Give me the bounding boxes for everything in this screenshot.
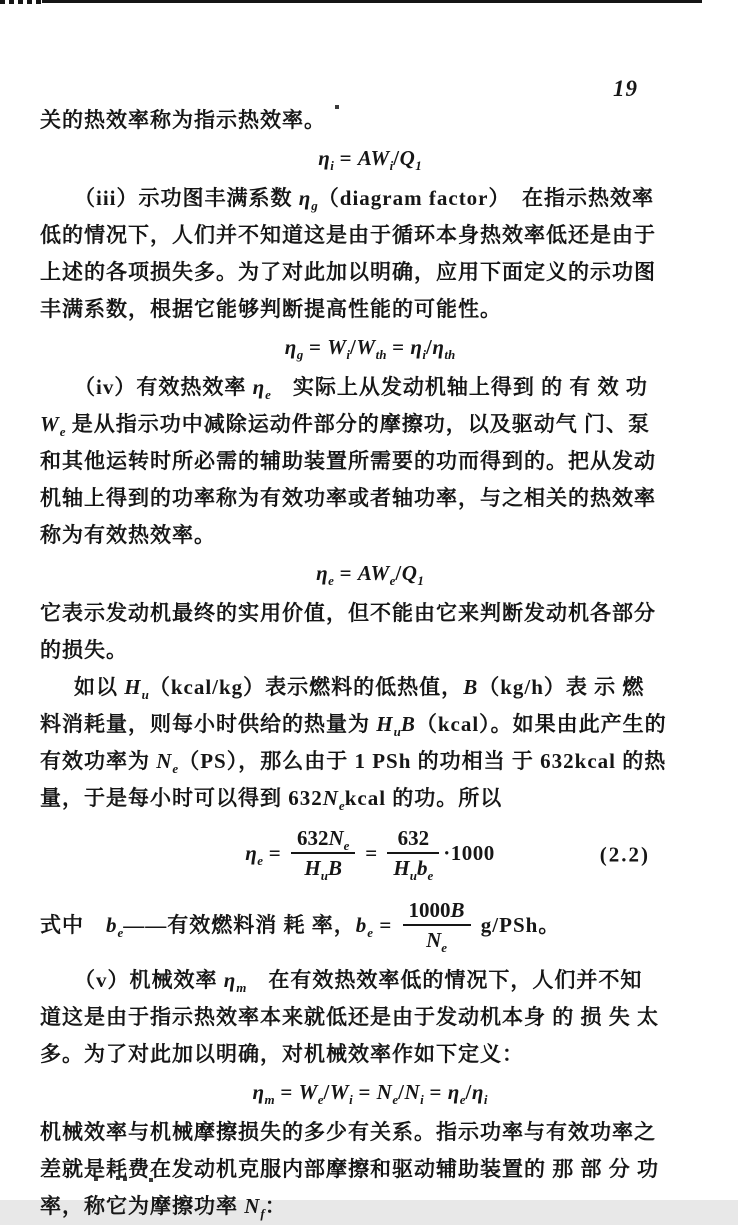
- math-variable: η: [284, 335, 297, 359]
- math-subscript: e: [338, 798, 345, 813]
- math-subscript: i: [349, 1091, 353, 1107]
- math-subscript: e: [441, 940, 448, 956]
- text-line: 量，于是每小时可以得到 $632N_ekcal$ 的功。所以: [40, 786, 503, 813]
- math-subscript: e: [389, 573, 396, 588]
- math-variable: B: [400, 712, 416, 736]
- math-subscript: u: [393, 724, 401, 739]
- math-variable: B: [463, 675, 479, 699]
- scan-noise-dots: [0, 0, 2, 2]
- math-subscript: g: [311, 198, 318, 213]
- math-variable: N: [322, 786, 339, 810]
- math-subscript: th: [375, 347, 387, 362]
- text-line: （iv）有效热效率 $\eta_e$ 实际上从发动机轴上得到 的 有 效 功: [74, 375, 648, 402]
- math-subscript: u: [320, 868, 328, 884]
- math-subscript: i: [389, 158, 394, 173]
- text-line: 如以 $H_u(kcal/kg)$表示燃料的低热值，B（kg/h）表 示 燃: [74, 675, 645, 702]
- text-line: 上述的各项损失多。为了对此加以明确，应用下面定义的示功图: [40, 260, 656, 284]
- math-subscript: e: [59, 424, 66, 439]
- math-subscript: e: [172, 761, 179, 776]
- fraction-denominator: [291, 854, 355, 884]
- math-variable: H: [124, 675, 142, 699]
- math-variable: b: [416, 856, 428, 881]
- math-variable: N: [328, 826, 344, 850]
- fraction: [387, 826, 439, 884]
- math-variable: η: [245, 840, 258, 865]
- text-line: 差就是耗费在发动机克服内部摩擦和驱动辅助装置的 那 部 分 功: [40, 1156, 659, 1181]
- math-variable: η: [447, 1079, 460, 1104]
- math-subscript: e: [117, 925, 124, 941]
- text-line: 有效功率为 $N_e(PS)$，那么由于 1 PSh 的功相当 于 632kcal 的热: [40, 749, 667, 776]
- math-subscript: 1: [415, 158, 422, 173]
- text-line: $W_e$ 是从指示功中减除运动件部分的摩擦功，以及驱动气 门、泵: [40, 412, 650, 439]
- math-subscript: e: [317, 1091, 324, 1107]
- math-variable: η: [432, 335, 445, 359]
- math-variable: B: [450, 898, 465, 923]
- text-line: 式中 $b_e——$有效燃料消 耗 率，$b_e$ = $\frac{1000B}{N_e}$ g/PSh。: [40, 898, 561, 956]
- text-line: 关的热效率称为指示热效率。: [40, 108, 326, 132]
- math-subscript: i: [420, 1091, 424, 1107]
- math-subscript: u: [141, 687, 149, 702]
- text-line: 机轴上得到的功率称为有效功率或者轴功率，与之相关的热效率: [40, 486, 656, 510]
- math-subscript: e: [257, 852, 264, 868]
- math-subscript: u: [409, 868, 417, 884]
- text-line: 多。为了对此加以明确，对机械效率作如下定义：: [40, 1041, 524, 1066]
- math-subscript: i: [346, 347, 351, 362]
- text-line: 和其他运转时所必需的辅助装置所需要的功而得到的。把从发动: [40, 449, 656, 473]
- math-subscript: e: [265, 387, 271, 402]
- math-subscript: e: [392, 1091, 399, 1107]
- math-variable: η: [252, 1079, 265, 1104]
- math-subscript: e: [427, 868, 434, 884]
- math-variable: H: [304, 856, 321, 881]
- math-variable: W: [329, 1079, 350, 1104]
- formula-line: $\eta_m = W_e/W_i = N_e/N_i = \eta_e/\eta_i$: [252, 1079, 488, 1107]
- formula-line: $\eta_e = AW_e/Q_1$: [316, 561, 424, 588]
- math-variable: Q: [401, 561, 418, 585]
- math-variable: η: [252, 375, 266, 399]
- text-line: 机械效率与机械摩擦损失的多少有关系。指示功率与有效功率之: [40, 1119, 656, 1144]
- math-subscript: i: [483, 1091, 488, 1107]
- math-variable: N: [426, 928, 442, 953]
- math-subscript: e: [459, 1091, 466, 1107]
- math-subscript: e: [343, 838, 350, 853]
- scan-artifact-dashes: [0, 0, 44, 4]
- text-line: （v）机械效率 $\eta_m$ 在有效热效率低的情况下，人们并不知: [74, 967, 643, 995]
- formula-line: $\eta_g = W_i/W_{th} = \eta_i/\eta_{th}$: [284, 335, 456, 362]
- math-subscript: 1: [417, 573, 424, 588]
- fraction: [403, 898, 471, 956]
- text-line: 料消耗量，则每小时供给的热量为 $H_uB(kcal)$。如果由此产生的: [40, 712, 667, 739]
- scan-artifact-top-rule: [42, 0, 702, 3]
- math-variable: b: [106, 913, 118, 938]
- math-subscript: m: [236, 979, 247, 995]
- fraction: [291, 826, 355, 884]
- fraction-numerator: 632: [387, 826, 439, 854]
- text-line: 道这是由于指示热效率本来就低还是由于发动机本身 的 损 失 太: [40, 1004, 659, 1029]
- text-line: 低的情况下，人们并不知道这是由于循环本身热效率低还是由于: [40, 223, 656, 247]
- text-line: 称为有效热效率。: [40, 523, 216, 547]
- math-variable: AW: [357, 146, 390, 170]
- math-variable: W: [298, 1079, 318, 1104]
- math-variable: η: [471, 1079, 484, 1104]
- math-subscript: e: [367, 925, 374, 941]
- fraction-numerator: 1000B: [403, 898, 471, 926]
- math-variable: B: [327, 856, 342, 881]
- fraction-numerator: $632N_e$: [291, 826, 355, 854]
- math-variable: η: [316, 561, 329, 585]
- fraction-denominator: [403, 926, 471, 956]
- math-variable: N: [376, 1079, 393, 1104]
- math-variable: η: [410, 335, 423, 359]
- math-subscript: th: [444, 347, 456, 362]
- math-variable: η: [318, 146, 331, 170]
- math-subscript: f: [260, 1205, 265, 1221]
- math-variable: W: [356, 335, 376, 359]
- page-number: 19: [613, 76, 638, 101]
- equation-number: (2.2): [599, 842, 650, 867]
- text-line: （iii）示功图丰满系数 $\eta_g(diagram$ factor） 在指示热效率: [74, 186, 655, 213]
- math-variable: b: [355, 913, 368, 938]
- math-variable: H: [376, 712, 394, 736]
- text-line: 丰满系数，根据它能够判断提高性能的可能性。: [40, 297, 502, 321]
- math-variable: N: [156, 749, 173, 773]
- text-line: 它表示发动机最终的实用价值，但不能由它来判断发动机各部分: [40, 601, 656, 625]
- math-subscript: e: [328, 573, 334, 588]
- math-variable: η: [223, 967, 237, 992]
- math-variable: N: [244, 1193, 261, 1218]
- formula-line: $\eta_e$ = $\frac{632N_e}{H_uB}$ = $\frac{632}{H_ub_e}$ ·1000 (2.2): [245, 826, 650, 884]
- math-variable: Q: [399, 146, 416, 170]
- fraction-denominator: [387, 854, 439, 884]
- formula-line: $\eta_i = AW_i/Q_1$: [318, 146, 422, 173]
- math-variable: η: [298, 186, 312, 210]
- math-variable: W: [327, 335, 347, 359]
- math-subscript: m: [264, 1091, 275, 1107]
- math-variable: W: [40, 412, 60, 436]
- math-subscript: g: [296, 347, 304, 362]
- math-subscript: i: [422, 347, 427, 362]
- math-variable: AW: [357, 561, 390, 585]
- math-variable: H: [393, 856, 410, 881]
- math-variable: N: [404, 1079, 421, 1104]
- math-subscript: i: [330, 158, 334, 173]
- text-line: 的损失。: [40, 638, 128, 662]
- page-content: [40, 102, 700, 1225]
- text-line: 率，称它为摩擦功率 $N_f$：: [40, 1193, 287, 1221]
